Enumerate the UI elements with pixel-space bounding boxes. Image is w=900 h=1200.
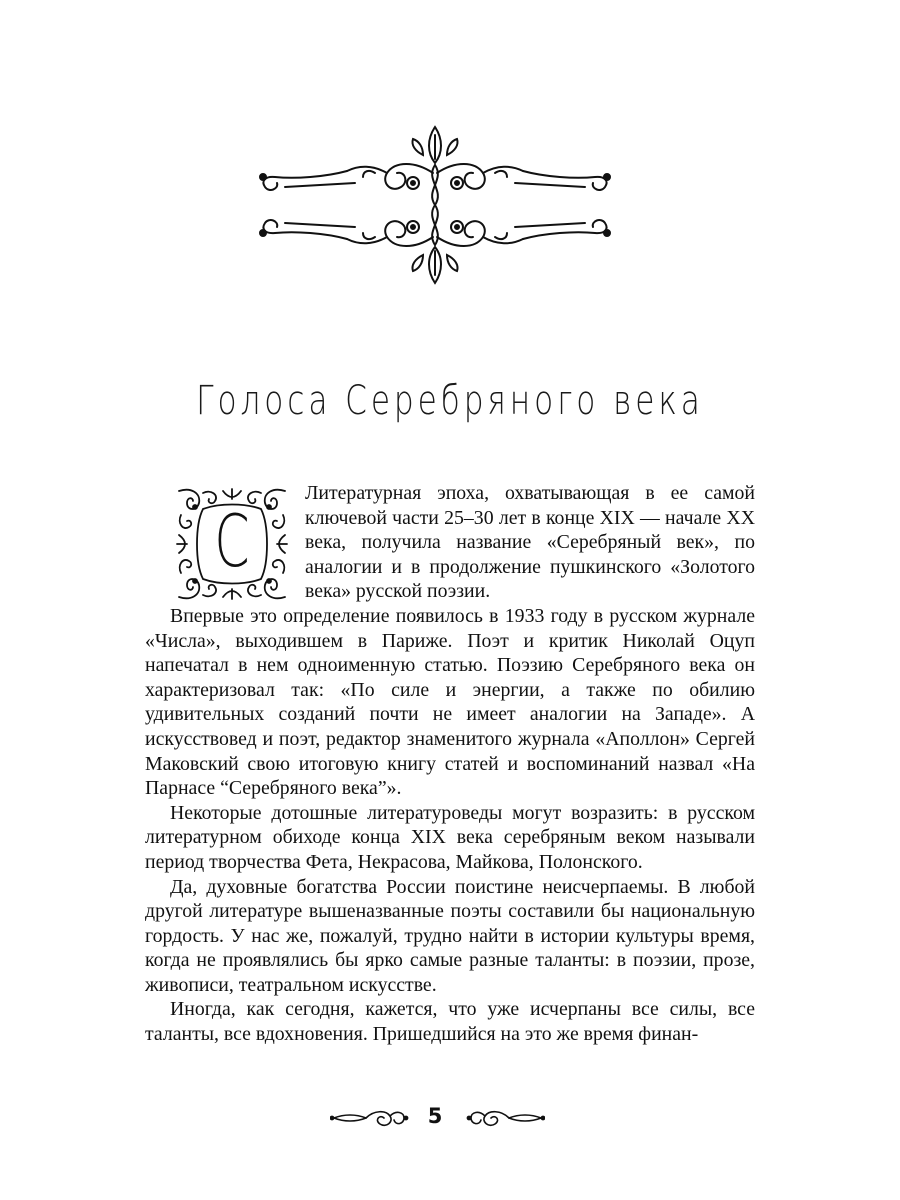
- body-text: [145, 481, 755, 1047]
- paragraph: Впервые это определение появилось в 1933 году в русском журнале «Числа», выходившем в Париже. Поэт и критик Николай Оцуп напечатал в нем одноименную статью. Поэзию Серебряного века он характеризовал так: «По силе и энергии, а также по обилию удивительных созданий почти не имеет аналогии на Западе». А искусствовед и поэт, редактор знаменитого журнала «Аполлон» Сергей Маковский свою итоговую книгу статей и воспоминаний назвал «На Парнасе “Серебряного века”».: [145, 604, 755, 800]
- top-ornament-icon: [255, 125, 615, 285]
- page-footer: [0, 1100, 900, 1140]
- page-number: 5: [427, 1104, 443, 1128]
- chapter-title: Голоса Серебряного века: [196, 378, 704, 424]
- paragraph: Да, духовные богатства России поистине неисчерпаемы. В любой другой литературе вышеназванные поэты составили бы национальную гордость. У нас же, пожалуй, трудно найти в истории культуры время, когда не проявлялись бы ярко самые разные таланты: в поэзии, прозе, живописи, театральном искусстве.: [145, 875, 755, 996]
- footer-ornament-right-icon: [465, 1104, 545, 1132]
- paragraph: Некоторые дотошные литературоведы могут возразить: в русском литературном обиходе конца XIX века серебряным веком называли период творчества Фета, Некрасова, Майкова, Полонского.: [145, 801, 755, 873]
- footer-ornament-left-icon: [330, 1104, 410, 1132]
- paragraph: Литературная эпоха, охватывающая в ее самой ключевой части 25–30 лет в конце XIX — начале XX века, получила название «Серебряный век», по аналогии и в продолжение пушкинского «Золотого века» русской поэзии.: [305, 482, 755, 603]
- dropcap: [173, 485, 291, 603]
- dropcap-letter: С: [214, 499, 250, 583]
- paragraph: Иногда, как сегодня, кажется, что уже исчерпаны все силы, все таланты, все вдохновения. Пришедшийся на это же время финан-: [145, 998, 755, 1046]
